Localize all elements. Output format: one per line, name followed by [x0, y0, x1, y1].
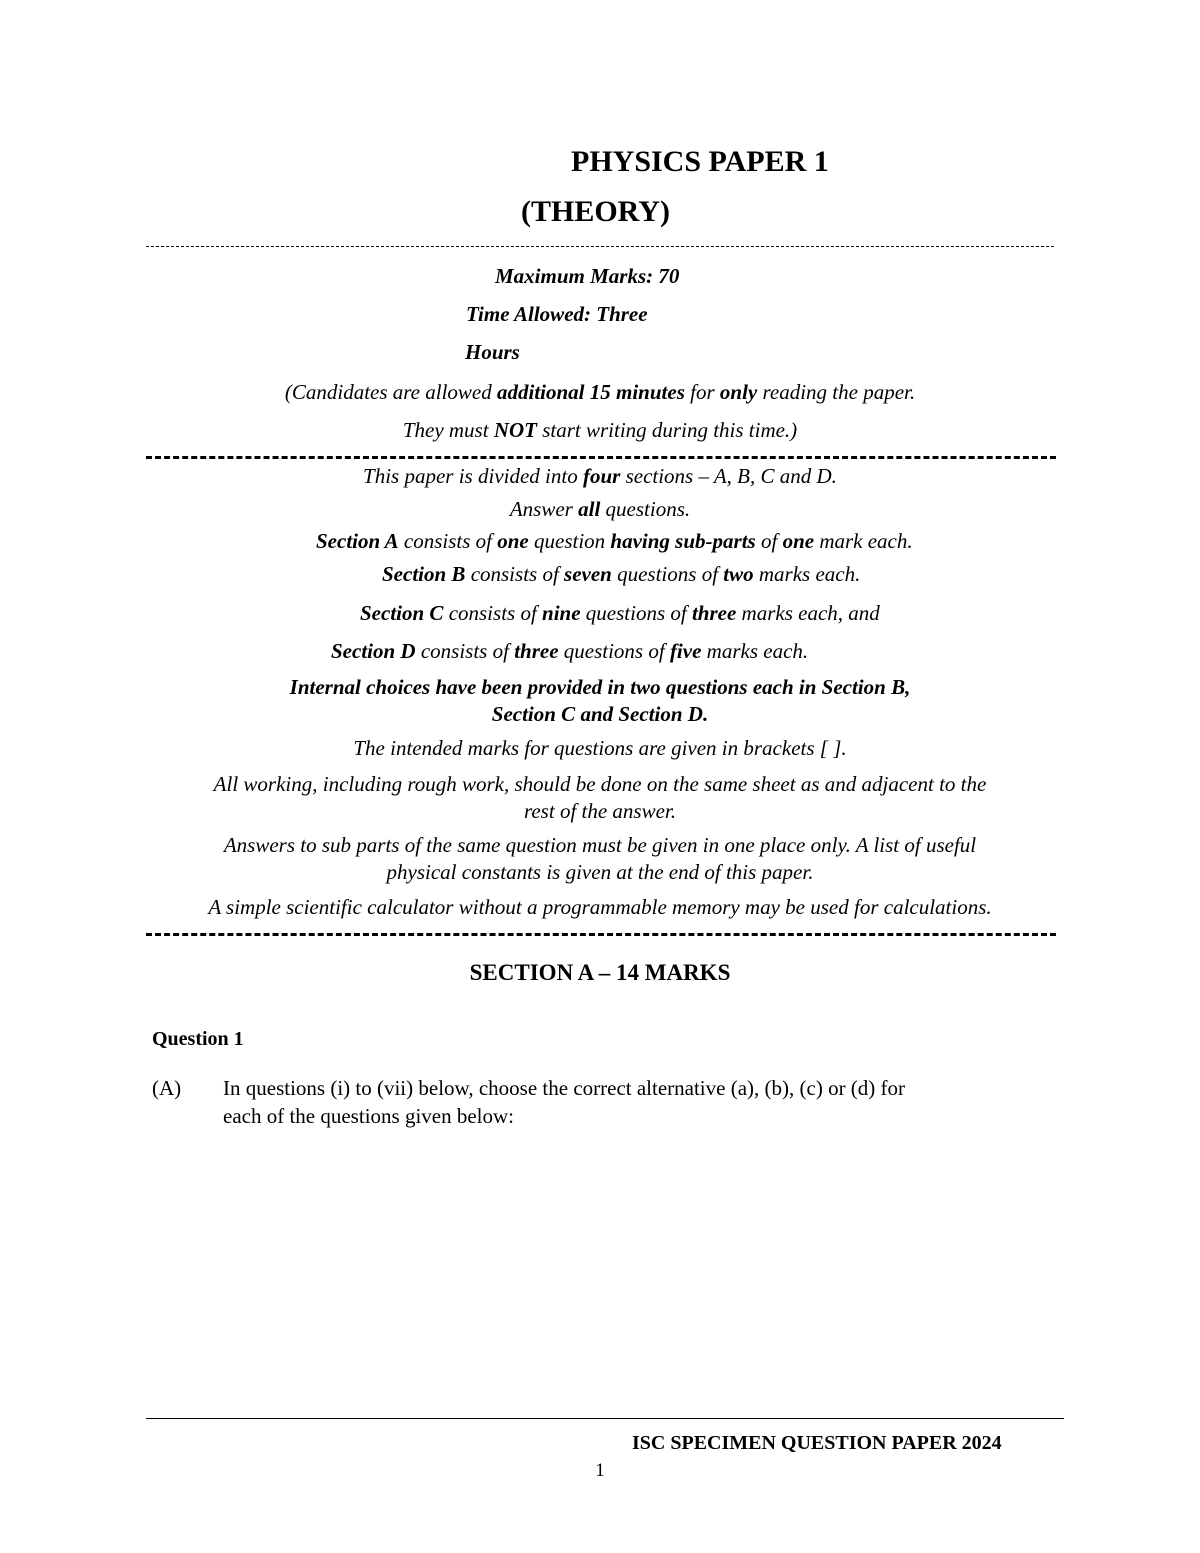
page-number: 1	[595, 1460, 605, 1481]
instruction-section-b: Section B consists of seven questions of two marks each.	[382, 562, 861, 586]
working-note-line-1: All working, including rough work, should be done on the same sheet as and adjacent to the	[213, 772, 987, 796]
internal-choice-line-2: Section C and Section D.	[491, 702, 709, 726]
calculator-note: A simple scientific calculator without a programmable memory may be used for calculations.	[208, 895, 992, 919]
paper-subtitle: (THEORY)	[521, 195, 670, 228]
part-a-text-line-2: each of the questions given below:	[223, 1104, 515, 1128]
instructions-top-rule	[146, 456, 1056, 459]
paper-title: PHYSICS PAPER 1	[571, 145, 829, 178]
instruction-section-a: Section A consists of one question having sub-parts of one mark each.	[316, 529, 913, 553]
instruction-section-d: Section D consists of three questions of five marks each.	[331, 639, 809, 663]
internal-choice-line-1: Internal choices have been provided in two questions each in Section B,	[289, 675, 911, 699]
reading-note-line-2: They must NOT start writing during this time.)	[402, 418, 798, 442]
question-1-label: Question 1	[152, 1028, 244, 1050]
marks-note: The intended marks for questions are given in brackets [ ].	[353, 736, 847, 760]
footer-rule	[146, 1418, 1064, 1419]
answers-note-line-2: physical constants is given at the end of this paper.	[386, 860, 814, 884]
instruction-section-c: Section C consists of nine questions of three marks each, and	[360, 601, 880, 625]
time-unit: Hours	[465, 340, 520, 364]
part-a-text-line-1: In questions (i) to (vii) below, choose the correct alternative (a), (b), (c) or (d) for	[223, 1076, 906, 1100]
part-a-label: (A)	[152, 1076, 182, 1100]
maximum-marks: Maximum Marks: 70	[495, 264, 680, 288]
footer-paper-name: ISC SPECIMEN QUESTION PAPER 2024	[632, 1432, 1002, 1454]
section-a-heading: SECTION A – 14 MARKS	[469, 960, 731, 985]
top-dashed-rule	[146, 246, 1054, 247]
reading-note-line-1: (Candidates are allowed additional 15 minutes for only reading the paper.	[284, 380, 916, 404]
instruction-sections: This paper is divided into four sections – A, B, C and D.	[363, 464, 837, 488]
instruction-answer-all: Answer all questions.	[509, 497, 691, 521]
time-allowed: Time Allowed: Three	[466, 302, 648, 326]
instructions-bottom-rule	[146, 933, 1056, 936]
answers-note-line-1: Answers to sub parts of the same question must be given in one place only. A list of useful	[223, 833, 977, 857]
working-note-line-2: rest of the answer.	[523, 799, 677, 823]
